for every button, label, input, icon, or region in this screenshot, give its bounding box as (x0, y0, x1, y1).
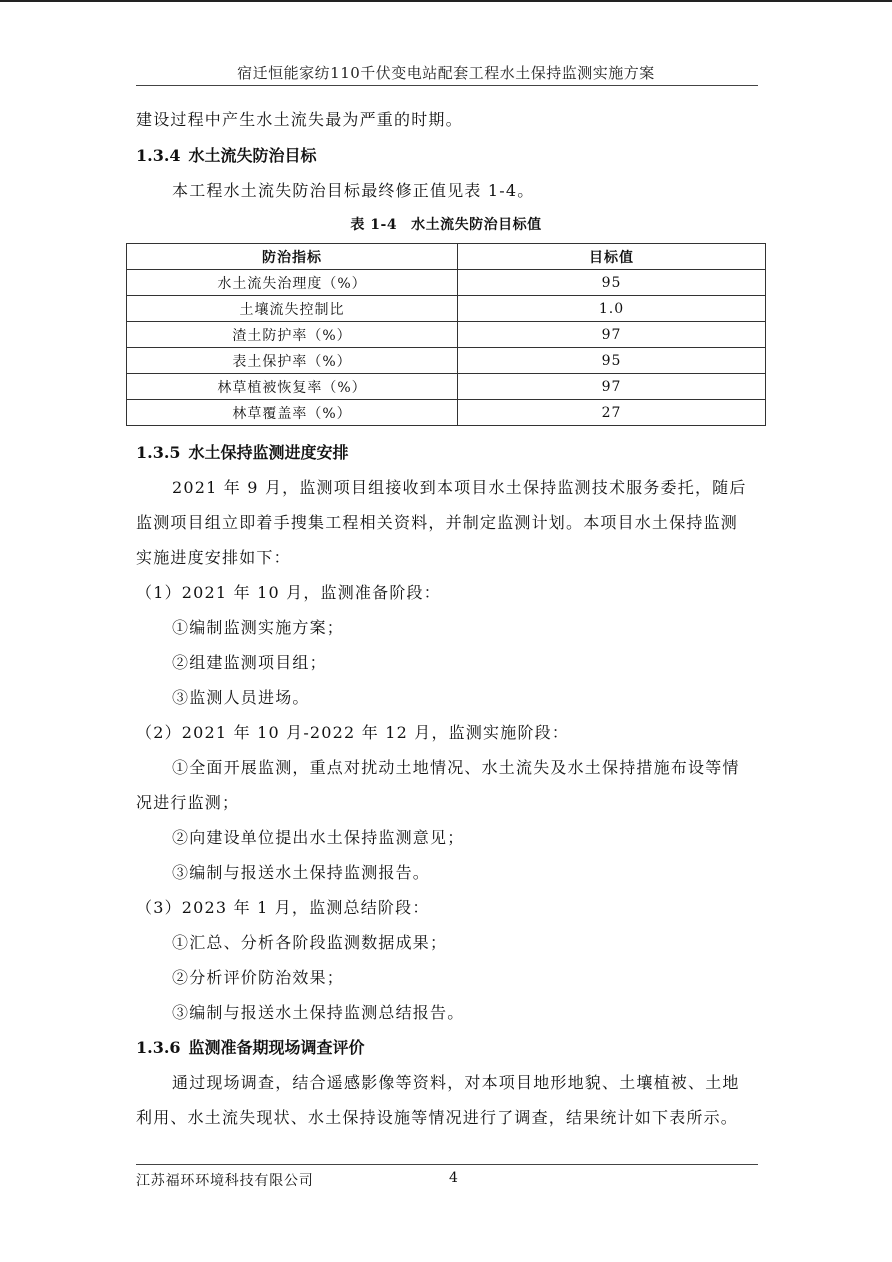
page-number: 4 (449, 1170, 458, 1186)
table-header-row (127, 244, 766, 270)
list-item: ①编制监测实施方案； (172, 618, 345, 637)
targets-table (126, 243, 766, 426)
running-header: 宿迁恒能家纺110千伏变电站配套工程水土保持监测实施方案 (237, 64, 655, 82)
indicator-cell: 表土保护率（%） (127, 348, 458, 374)
list-item: ①全面开展监测，重点对扰动土地情况、水土流失及水土保持措施布设等情 (172, 758, 740, 777)
section-title: 监测准备期现场调查评价 (188, 1038, 365, 1057)
list-item: ②向建设单位提出水土保持监测意见； (172, 828, 465, 847)
footer-company: 江苏福环环境科技有限公司 (136, 1173, 314, 1189)
table-row (127, 374, 766, 400)
section-title: 水土保持监测进度安排 (188, 443, 349, 462)
paragraph-line: 建设过程中产生水土流失最为严重的时期。 (136, 110, 463, 129)
header-divider (136, 85, 758, 86)
value-cell: 97 (458, 374, 766, 400)
list-item: ③监测人员进场。 (172, 688, 310, 707)
indicator-cell: 水土流失治理度（%） (127, 270, 458, 296)
section-title: 水土流失防治目标 (188, 146, 317, 165)
list-item: ①汇总、分析各阶段监测数据成果； (172, 933, 448, 952)
paragraph-line: 利用、水土流失现状、水土保持设施等情况进行了调查，结果统计如下表所示。 (136, 1108, 739, 1127)
column-header: 目标值 (458, 244, 766, 270)
value-cell: 27 (458, 400, 766, 426)
table-row (127, 270, 766, 296)
paragraph-line: 2021 年 9 月，监测项目组接收到本项目水土保持监测技术服务委托，随后 (172, 478, 747, 497)
stage-heading: （2）2021 年 10 月-2022 年 12 月，监测实施阶段： (136, 723, 570, 742)
table-caption (0, 214, 892, 234)
table-row (127, 400, 766, 426)
section-heading-1-3-6 (136, 1038, 365, 1058)
table-title: 水土流失防治目标值 (411, 217, 542, 233)
section-number: 1.3.5 (136, 443, 181, 462)
list-item-continued: 况进行监测； (136, 793, 240, 812)
section-heading-1-3-5 (136, 443, 349, 463)
list-item: ③编制与报送水土保持监测报告。 (172, 863, 431, 882)
table-row (127, 296, 766, 322)
section-number: 1.3.4 (136, 146, 181, 165)
paragraph-line: 本工程水土流失防治目标最终修正值见表 1-4。 (172, 181, 535, 200)
indicator-cell: 土壤流失控制比 (127, 296, 458, 322)
top-border (0, 0, 892, 2)
list-item: ③编制与报送水土保持监测总结报告。 (172, 1003, 465, 1022)
stage-heading: （1）2021 年 10 月，监测准备阶段： (136, 583, 441, 602)
footer-divider (136, 1164, 758, 1165)
section-number: 1.3.6 (136, 1038, 181, 1057)
list-item: ②分析评价防治效果； (172, 968, 345, 987)
list-item: ②组建监测项目组； (172, 653, 327, 672)
value-cell: 97 (458, 322, 766, 348)
column-header: 防治指标 (127, 244, 458, 270)
paragraph-line: 实施进度安排如下： (136, 548, 291, 567)
value-cell: 95 (458, 270, 766, 296)
indicator-cell: 林草植被恢复率（%） (127, 374, 458, 400)
paragraph-line: 通过现场调查，结合遥感影像等资料，对本项目地形地貌、土壤植被、土地 (172, 1073, 740, 1092)
value-cell: 95 (458, 348, 766, 374)
indicator-cell: 渣土防护率（%） (127, 322, 458, 348)
table-number: 表 1-4 (350, 217, 398, 233)
section-heading-1-3-4 (136, 146, 317, 166)
table-row (127, 322, 766, 348)
indicator-cell: 林草覆盖率（%） (127, 400, 458, 426)
stage-heading: （3）2023 年 1 月，监测总结阶段： (136, 898, 430, 917)
paragraph-line: 监测项目组立即着手搜集工程相关资料，并制定监测计划。本项目水土保持监测 (136, 513, 739, 532)
value-cell: 1.0 (458, 296, 766, 322)
table-row (127, 348, 766, 374)
